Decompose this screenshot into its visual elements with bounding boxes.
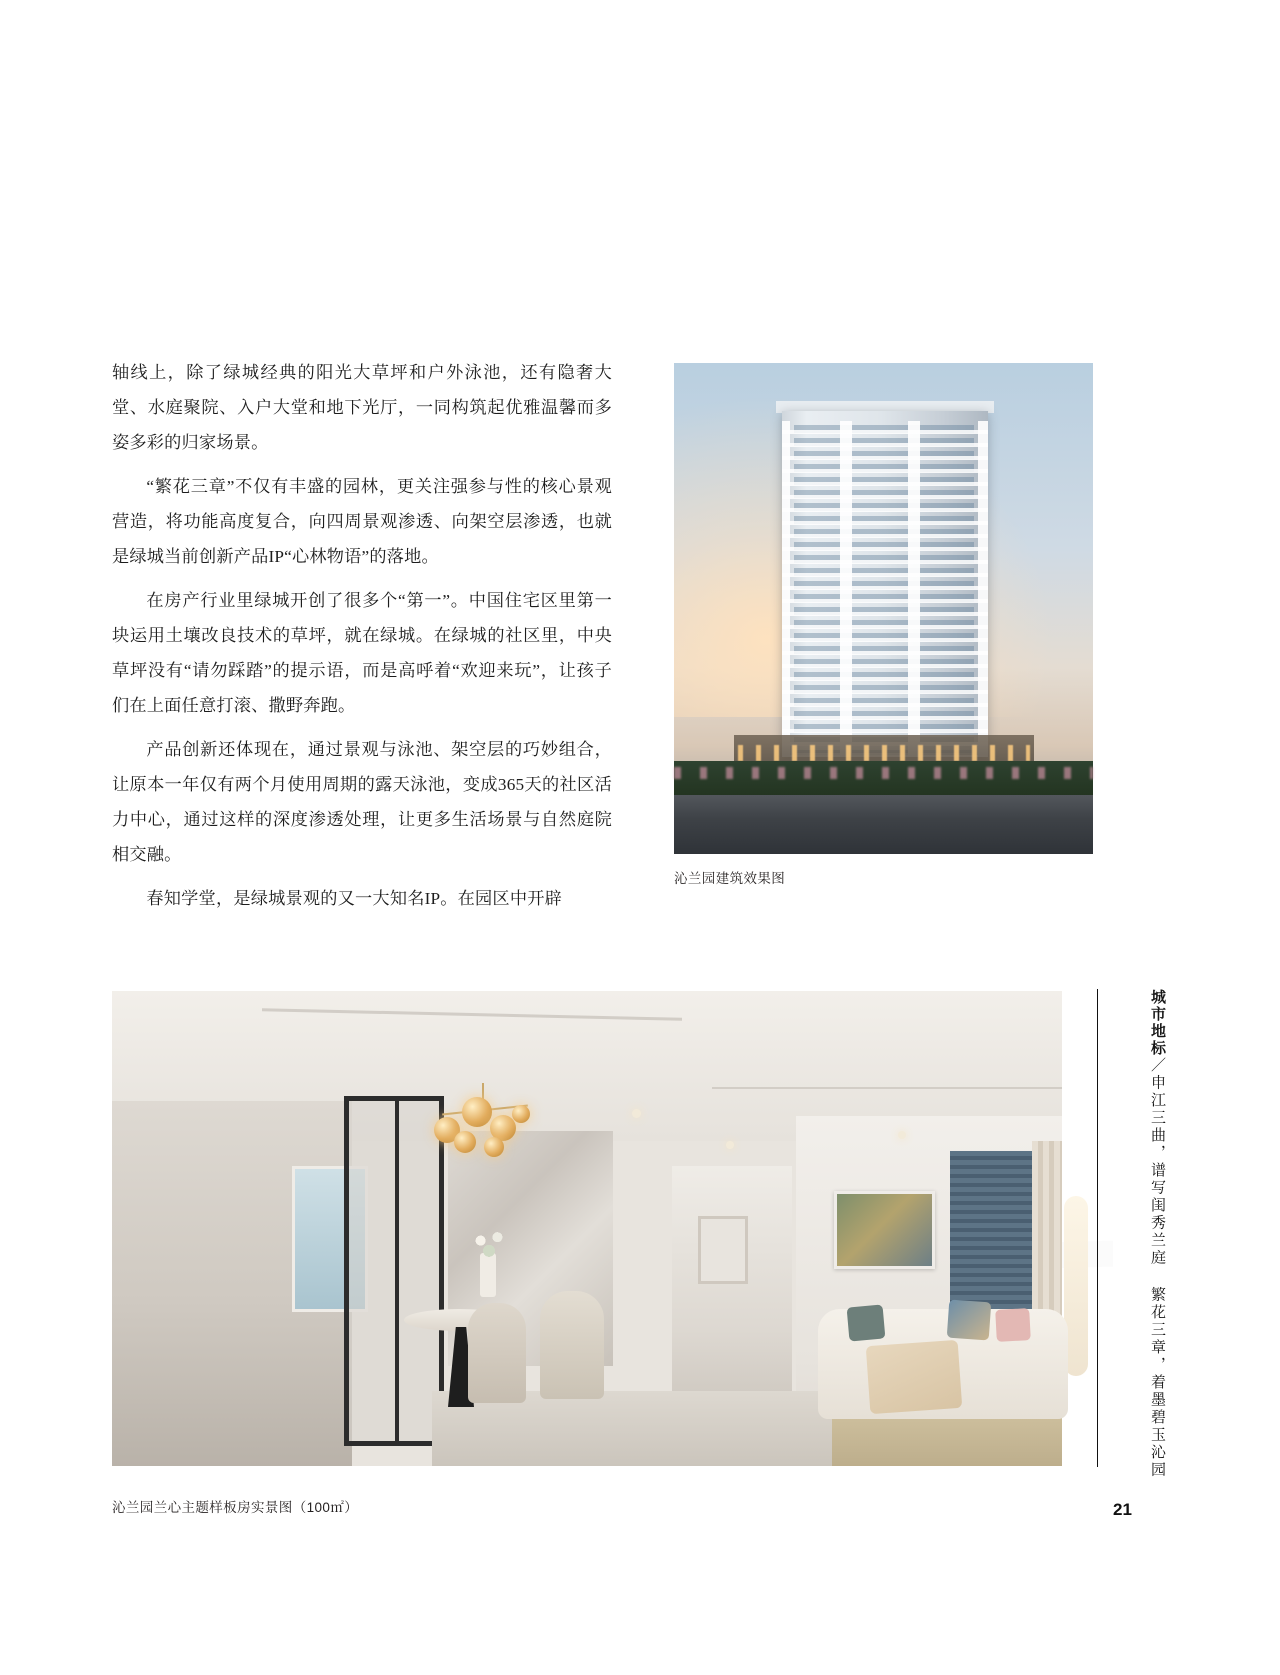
- running-head-lead: 城市地标: [1149, 989, 1166, 1057]
- running-head-rule: [1097, 989, 1098, 1467]
- landscape-planting: [674, 761, 1093, 799]
- chandelier-globe: [484, 1137, 504, 1157]
- paragraph-4: 产品创新还体现在，通过景观与泳池、架空层的巧妙组合，让原本一年仅有两个月使用周期的露天泳池，变成365天的社区活力中心，通过这样的深度渗透处理，让更多生活场景与自然庭院相交融。: [112, 740, 612, 864]
- ceiling-edge-line: [712, 1087, 1062, 1089]
- page-number: 21: [1113, 1500, 1132, 1519]
- interior-figure: [112, 991, 1062, 1466]
- corridor-mirror: [698, 1216, 748, 1284]
- building-rendering-image: [674, 363, 1093, 854]
- chandelier-globe: [462, 1097, 492, 1127]
- building-figure: [674, 363, 1093, 887]
- running-head-text: ／申江三曲，谱写闺秀兰庭 繁花三章，着墨碧玉沁园: [1149, 1057, 1166, 1479]
- sofa-throw-blanket: [866, 1340, 963, 1414]
- paragraph-5: 春知学堂，是绿城景观的又一大知名IP。在园区中开辟: [146, 889, 562, 908]
- flower-arrangement: [468, 1227, 510, 1261]
- paragraph-3: 在房产行业里绿城开创了很多个“第一”。中国住宅区里第一块运用土壤改良技术的草坪，就在绿城。在绿城的社区里，中央草坪没有“请勿踩踏”的提示语，而是高呼着“欢迎来玩”，让孩子们在上面任意打滚、撒野奔跑。: [112, 591, 612, 715]
- tower-vertical-fins: [782, 421, 988, 757]
- interior-showroom-image: [112, 991, 1062, 1466]
- ceiling-downlight: [632, 1109, 641, 1118]
- building-figure-caption: 沁兰园建筑效果图: [674, 871, 786, 886]
- chandelier-globe: [454, 1131, 476, 1153]
- sofa-cushion: [947, 1300, 992, 1341]
- residential-tower: [782, 411, 988, 757]
- article-text-column: [112, 355, 612, 925]
- paragraph-1: 轴线上，除了绿城经典的阳光大草坪和户外泳池，还有隐奢大堂、水庭聚院、入户大堂和地下光厅，一同构筑起优雅温馨而多姿多彩的归家场景。: [112, 363, 612, 452]
- sofa-cushion: [847, 1304, 886, 1341]
- ceiling-downlight: [898, 1131, 906, 1139]
- bubble-chandelier: [428, 1083, 538, 1163]
- interior-figure-caption: 沁兰园兰心主题样板房实景图（100㎡）: [112, 1500, 359, 1515]
- ceiling-downlight: [726, 1141, 734, 1149]
- sofa-cushion: [995, 1308, 1031, 1342]
- podium-lights: [738, 745, 1030, 761]
- plaza-ground: [674, 795, 1093, 854]
- paragraph-2: “繁花三章”不仅有丰盛的园林，更关注强参与性的核心景观营造，将功能高度复合，向四周景观渗透、向架空层渗透，也就是绿城当前创新产品IP“心林物语”的落地。: [112, 477, 612, 566]
- dining-chair: [540, 1291, 604, 1399]
- chandelier-globe: [512, 1105, 530, 1123]
- dining-chair: [468, 1303, 526, 1403]
- running-head: [1108, 989, 1168, 1479]
- wall-artwork: [834, 1191, 935, 1269]
